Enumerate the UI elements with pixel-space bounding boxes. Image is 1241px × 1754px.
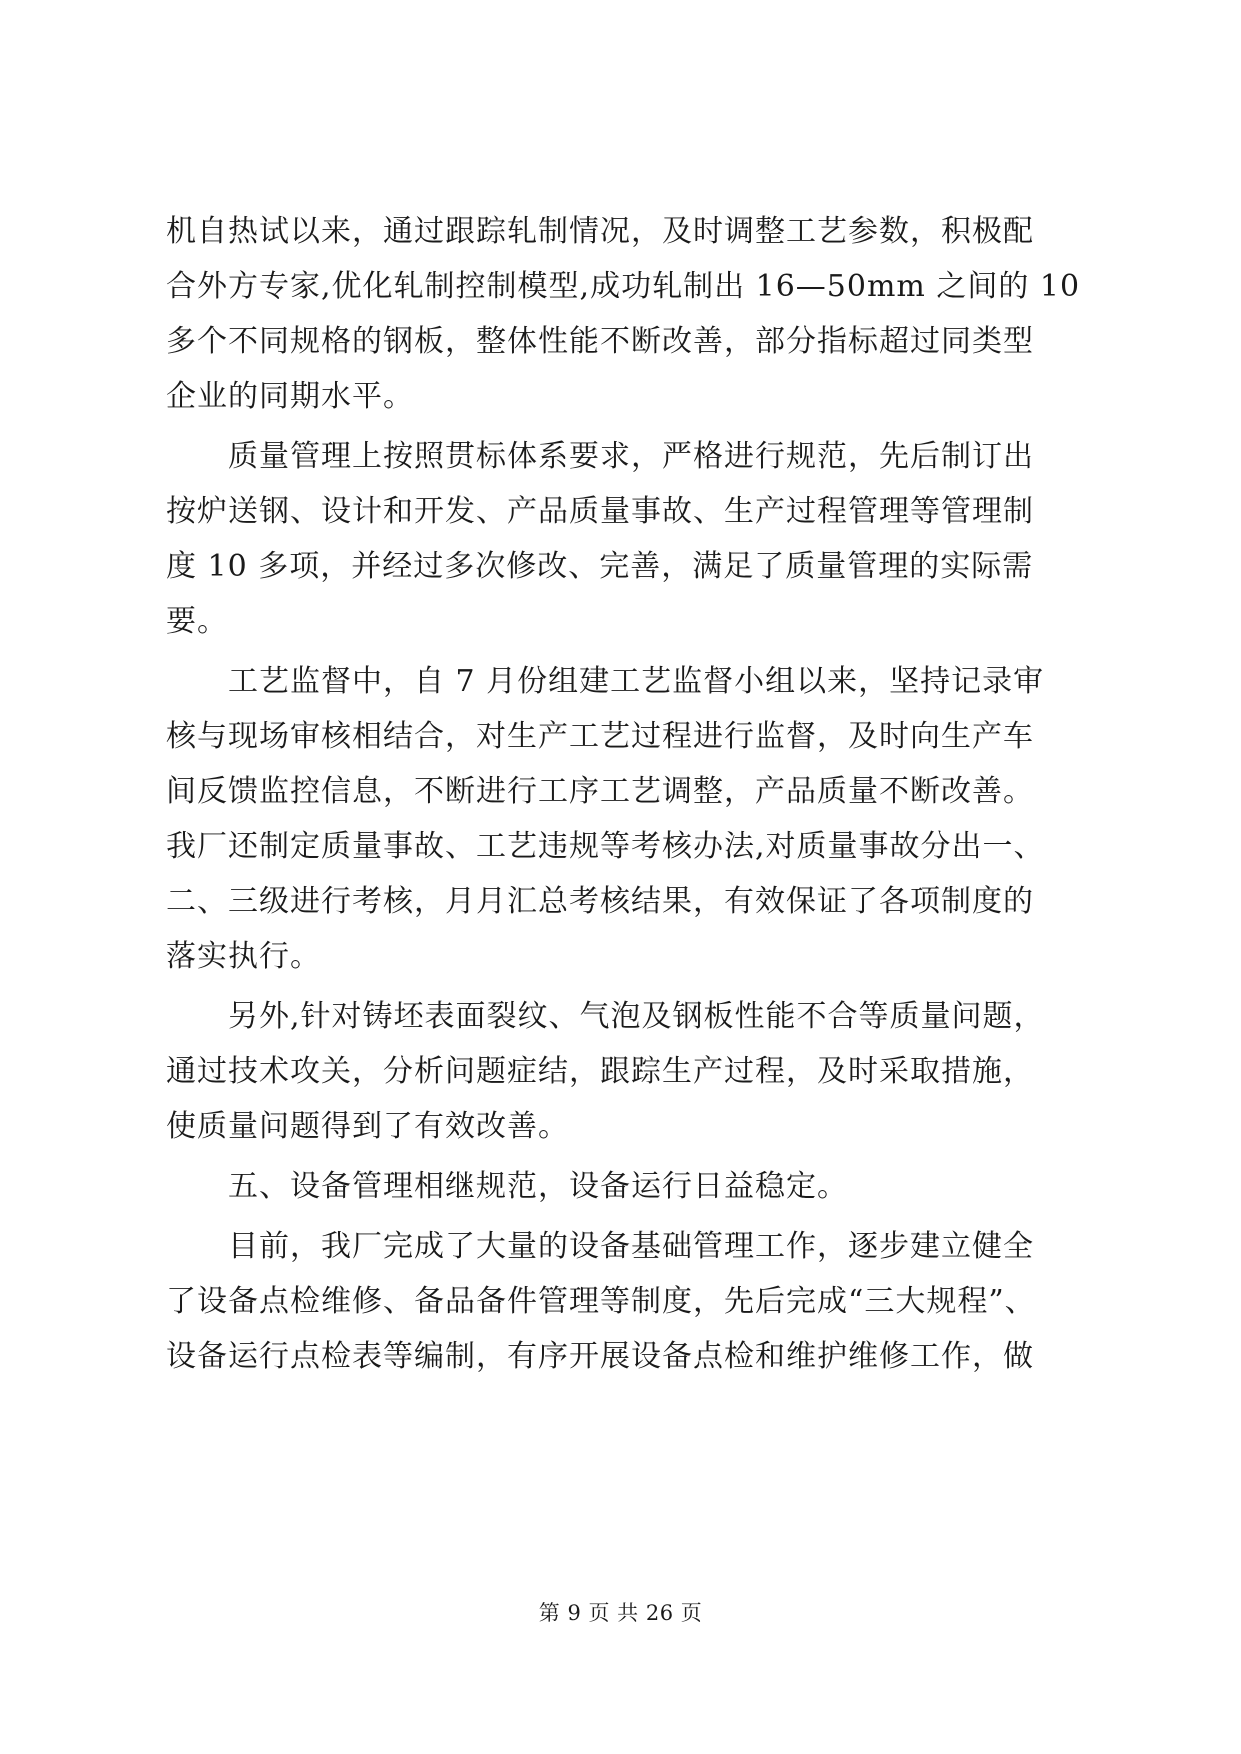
text-line: 使质量问题得到了有效改善。	[166, 1109, 569, 1144]
text-line: 度 10 多项，并经过多次修改、完善，满足了质量管理的实际需	[166, 549, 1034, 584]
text-line: 质量管理上按照贯标体系要求，严格进行规范，先后制订出	[166, 439, 1034, 474]
text-line: 机自热试以来，通过跟踪轧制情况，及时调整工艺参数，积极配	[166, 214, 1034, 249]
text-line: 二、三级进行考核，月月汇总考核结果，有效保证了各项制度的	[166, 884, 1034, 919]
text-line: 多个不同规格的钢板，整体性能不断改善，部分指标超过同类型	[166, 324, 1034, 359]
text-line: 另外,针对铸坯表面裂纹、气泡及钢板性能不合等质量问题，	[166, 999, 1045, 1034]
text-line: 间反馈监控信息，不断进行工序工艺调整，产品质量不断改善。	[166, 774, 1034, 809]
text-line: 落实执行。	[166, 939, 321, 974]
text-line: 合外方专家,优化轧制控制模型,成功轧制出 16—50mm 之间的 10	[166, 269, 1081, 304]
text-line: 五、设备管理相继规范，设备运行日益稳定。	[166, 1169, 848, 1204]
text-line: 目前，我厂完成了大量的设备基础管理工作，逐步建立健全	[166, 1229, 1034, 1264]
page-footer-number: 第 9 页 共 26 页	[538, 1601, 703, 1625]
text-line: 通过技术攻关，分析问题症结，跟踪生产过程，及时采取措施，	[166, 1054, 1034, 1089]
text-line: 工艺监督中，自 7 月份组建工艺监督小组以来，坚持记录审	[166, 664, 1045, 699]
text-line: 核与现场审核相结合，对生产工艺过程进行监督，及时向生产车	[166, 719, 1034, 754]
text-line: 了设备点检维修、备品备件管理等制度，先后完成“三大规程”、	[166, 1284, 1036, 1319]
text-line: 要。	[166, 604, 228, 639]
text-line: 按炉送钢、设计和开发、产品质量事故、生产过程管理等管理制	[166, 494, 1034, 529]
text-line: 我厂还制定质量事故、工艺违规等考核办法,对质量事故分出一、	[166, 829, 1045, 864]
text-line: 企业的同期水平。	[166, 379, 414, 414]
text-line: 设备运行点检表等编制，有序开展设备点检和维护维修工作，做	[166, 1339, 1034, 1374]
